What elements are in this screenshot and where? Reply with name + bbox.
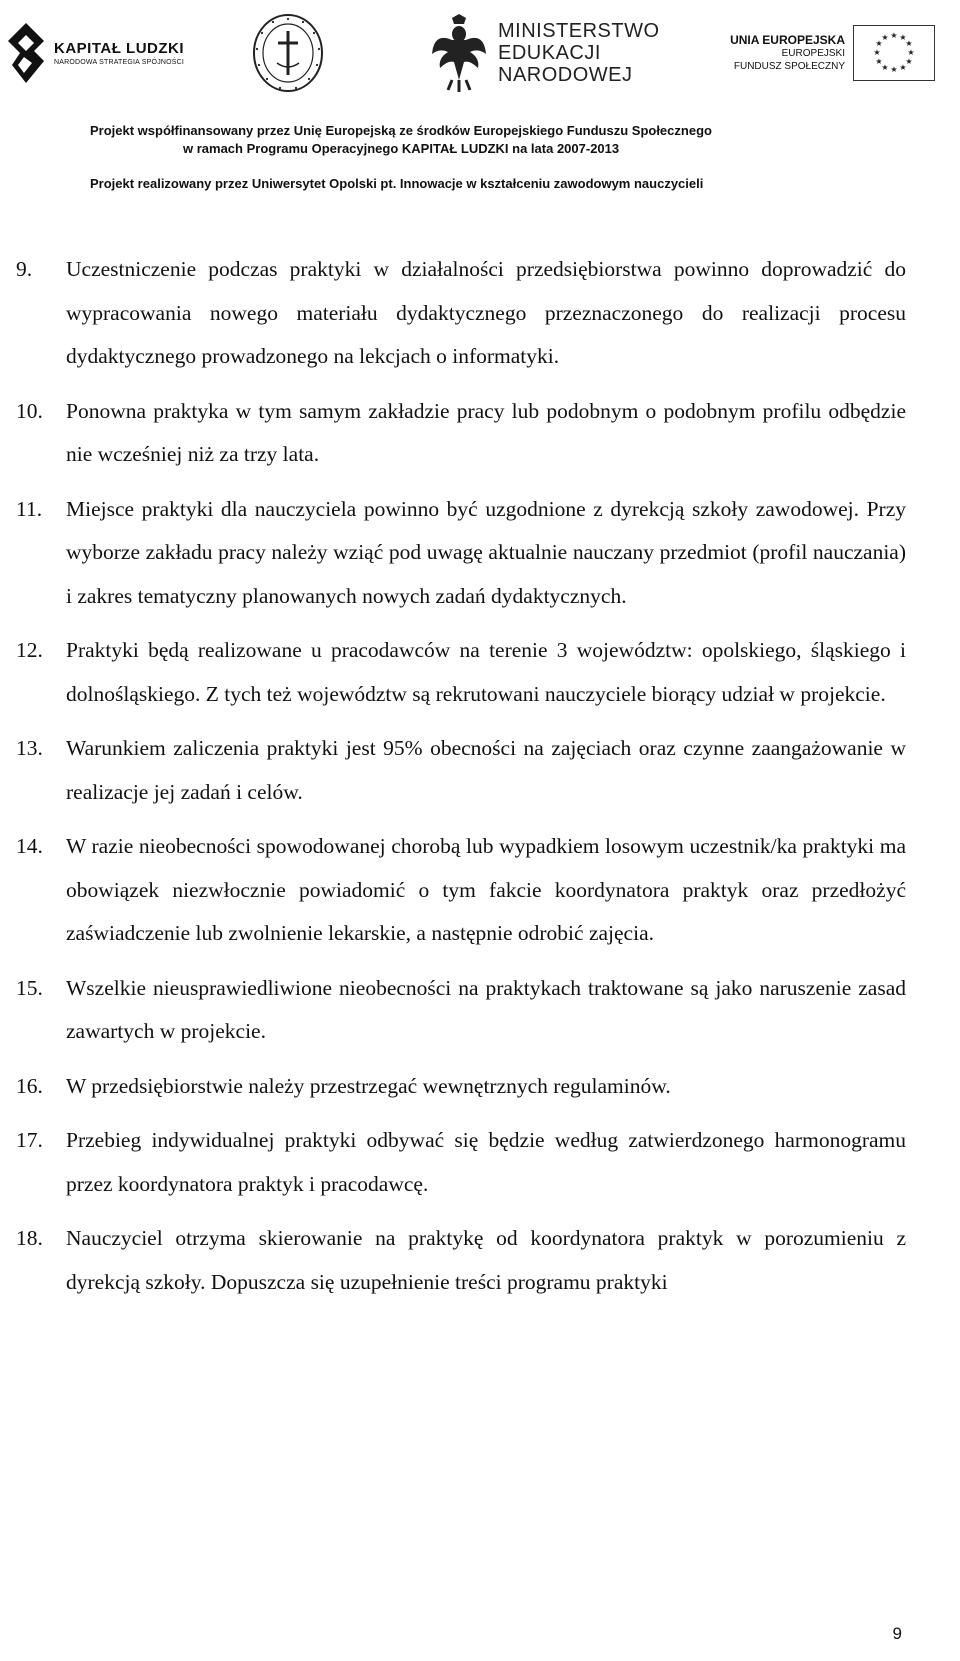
- svg-text:★: ★: [905, 39, 913, 48]
- project-cofinancing-line: Projekt współfinansowany przez Unię Europejską ze środków Europejskiego Funduszu Społecznego: [90, 123, 712, 138]
- svg-text:★: ★: [899, 33, 907, 42]
- ue-line-2: EUROPEJSKI: [781, 48, 845, 59]
- item-number: 17.: [16, 1128, 43, 1152]
- item-number: 13.: [16, 736, 43, 760]
- svg-text:★: ★: [899, 63, 907, 72]
- ministerstwo-line-3: NARODOWEJ: [498, 64, 633, 86]
- university-seal-icon: [251, 13, 325, 93]
- list-item: [0, 248, 960, 379]
- kapital-ludzki-title: KAPITAŁ LUDZKI: [54, 40, 185, 57]
- svg-text:★: ★: [873, 48, 881, 57]
- item-text: W razie nieobecności spowodowanej chorobą lub wypadkiem losowym uczestnik/ka praktyki ma obowiązek niezwłocznie powiadomić o tym fakcie koordynatora praktyk oraz przedłożyć zaświadczenie lub zwolnienie lekarskie, a następnie odrobić zajęcia.: [66, 834, 906, 945]
- list-item: [0, 488, 960, 619]
- list-item: [0, 967, 960, 1054]
- svg-text:★: ★: [905, 57, 913, 66]
- uniwersytet-opolski-seal: [248, 8, 328, 98]
- item-number: 11.: [16, 496, 43, 521]
- svg-text:★: ★: [881, 33, 889, 42]
- svg-text:★: ★: [890, 65, 898, 74]
- kapital-ludzki-emblem-icon: [6, 21, 46, 85]
- ministerstwo-logo: [430, 8, 670, 98]
- list-item: [0, 727, 960, 814]
- ministerstwo-line-1: MINISTERSTWO: [498, 20, 660, 42]
- eu-flag-icon: [853, 25, 935, 81]
- item-number: 16.: [16, 1073, 43, 1098]
- item-text: Miejsce praktyki dla nauczyciela powinno być uzgodnione z dyrekcją szkoły zawodowej. Przy wyborze zakładu pracy należy wziąć pod uwagę aktualnie nauczany przedmiot (profil nauczania) i zakres tematyczny planowanych nowych zadań dydaktycznych.: [66, 496, 906, 608]
- ue-line-3: FUNDUSZ SPOŁECZNY: [733, 61, 845, 72]
- svg-text:★: ★: [890, 31, 898, 40]
- list-item: [0, 629, 960, 716]
- svg-text:★: ★: [875, 57, 883, 66]
- list-item: [0, 390, 960, 477]
- unia-europejska-logo: [705, 8, 955, 98]
- list-item: [0, 1217, 960, 1304]
- svg-text:★: ★: [875, 39, 883, 48]
- project-realization-line: Projekt realizowany przez Uniwersytet Opolski pt. Innowacje w kształceniu zawodowym nauczycieli: [90, 176, 704, 191]
- eagle-emblem-icon: [430, 14, 488, 92]
- project-program-line: w ramach Programu Operacyjnego KAPITAŁ LUDZKI na lata 2007-2013: [183, 141, 620, 156]
- logo-row: [0, 8, 960, 98]
- regulations-list: [0, 248, 960, 1315]
- item-text: Uczestniczenie podczas praktyki w działalności przedsiębiorstwa powinno doprowadzić do wypracowania nowego materiału dydaktycznego przeznaczonego do realizacji procesu dydaktycznego prowadzonego na lekcjach o informatyki.: [66, 257, 906, 368]
- kapital-ludzki-subtitle: NARODOWA STRATEGIA SPÓJNOŚCI: [54, 59, 185, 66]
- item-text: Ponowna praktyka w tym samym zakładzie pracy lub podobnym o podobnym profilu odbędzie nie wcześniej niż za trzy lata.: [66, 398, 906, 466]
- item-text: Wszelkie nieusprawiedliwione nieobecności na praktykach traktowane są jako naruszenie zasad zawartych w projekcie.: [66, 975, 906, 1043]
- item-text: Przebieg indywidualnej praktyki odbywać się będzie według zatwierdzonego harmonogramu przez koordynatora praktyk i pracodawcę.: [66, 1128, 906, 1196]
- document-header: [0, 0, 960, 210]
- page-number: 9: [892, 1624, 902, 1643]
- ue-title: UNIA EUROPEJSKA: [730, 33, 845, 47]
- item-text: W przedsiębiorstwie należy przestrzegać wewnętrznych regulaminów.: [66, 1073, 671, 1098]
- ministerstwo-line-2: EDUKACJI: [498, 42, 601, 64]
- item-text: Praktyki będą realizowane u pracodawców na terenie 3 województw: opolskiego, śląskiego i dolnośląskiego. Z tych też województw są rekrutowani nauczyciele biorący udział w projekcie.: [66, 638, 906, 706]
- item-number: 12.: [16, 638, 43, 662]
- item-text: Warunkiem zaliczenia praktyki jest 95% obecności na zajęciach oraz czynne zaangażowanie w realizacje jej zadań i celów.: [66, 736, 906, 804]
- item-text: Nauczyciel otrzyma skierowanie na praktykę od koordynatora praktyk w porozumieniu z dyrekcją szkoły. Dopuszcza się uzupełnienie treści programu praktyki: [66, 1226, 906, 1294]
- list-item: [0, 825, 960, 956]
- item-number: 18.: [16, 1226, 43, 1250]
- item-number: 9.: [16, 257, 33, 281]
- item-number: 10.: [16, 398, 43, 423]
- item-number: 14.: [16, 834, 43, 858]
- item-number: 15.: [16, 975, 43, 1000]
- list-item: [0, 1119, 960, 1206]
- kapital-ludzki-logo: [6, 8, 196, 98]
- svg-text:★: ★: [881, 63, 889, 72]
- svg-text:★: ★: [907, 48, 915, 57]
- list-item: [0, 1065, 960, 1109]
